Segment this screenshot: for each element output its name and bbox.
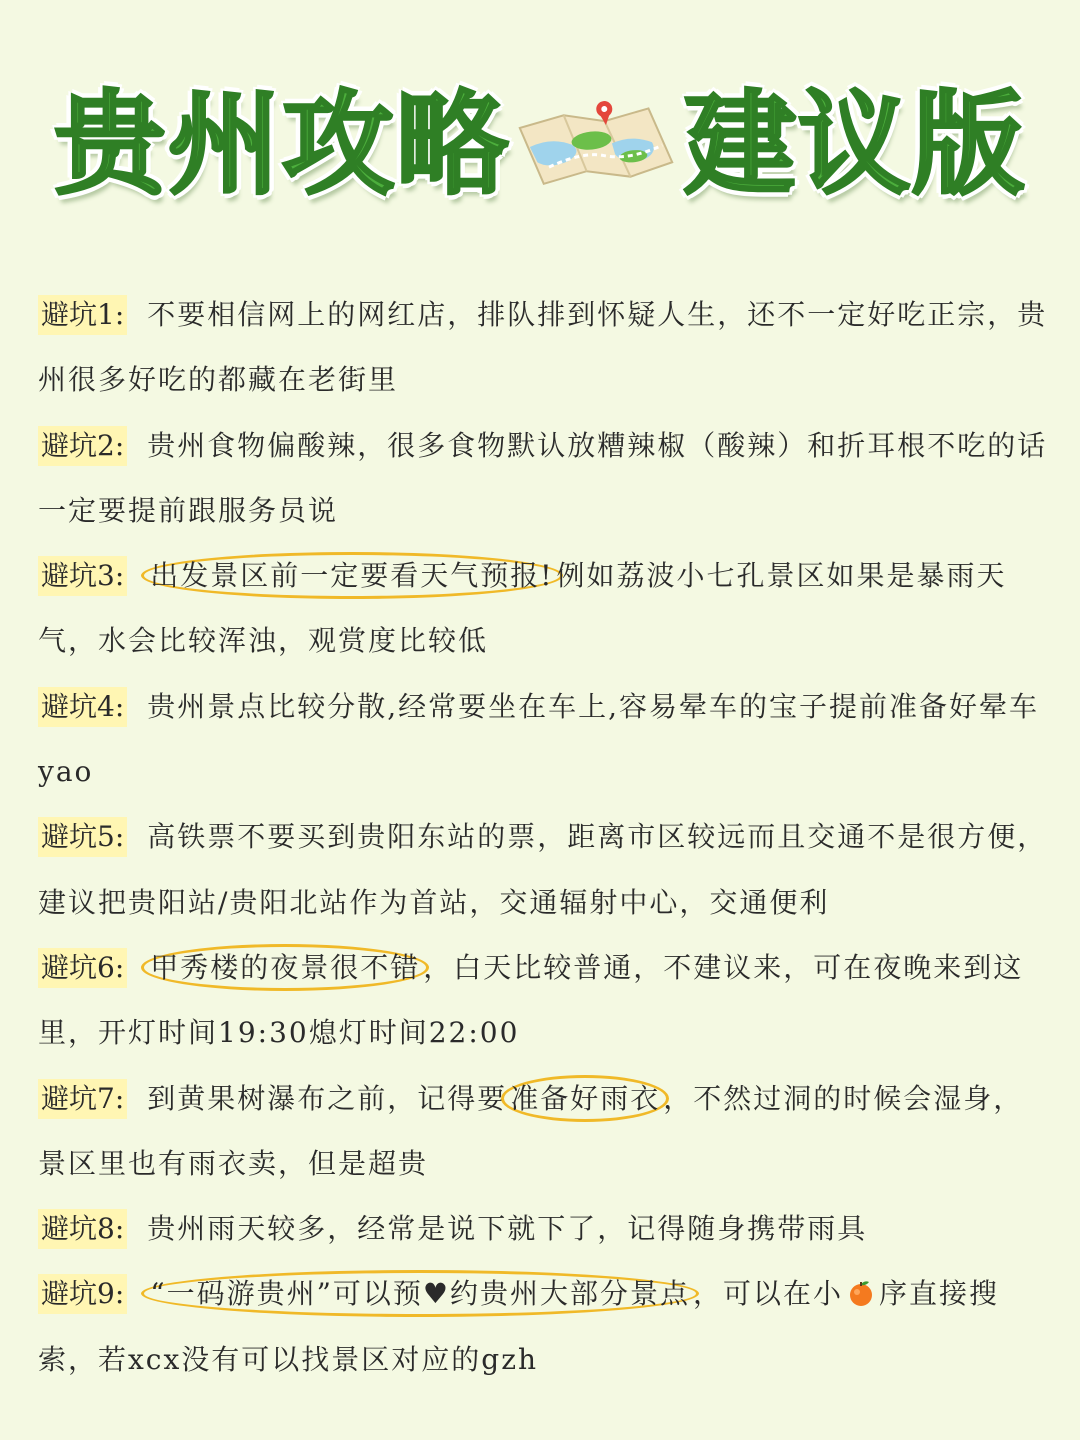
tip-label: 避坑3: xyxy=(38,556,127,596)
tip-text: ，可以在小 xyxy=(692,1277,843,1311)
tip-text: 贵州雨天较多，经常是说下就下了，记得随身携带雨具 xyxy=(147,1212,868,1246)
map-icon xyxy=(512,90,682,200)
header xyxy=(0,60,1080,230)
tip-text: 不要相信网上的网红店，排队排到怀疑人生，还不一定好吃正宗，贵州很多好吃的都藏在老街里 xyxy=(38,298,1048,397)
tip-text: 贵州食物偏酸辣，很多食物默认放糟辣椒（酸辣）和折耳根不吃的话一定要提前跟服务员说 xyxy=(38,428,1048,527)
tip-label: 避坑6: xyxy=(38,948,127,988)
tip-3 xyxy=(38,543,1048,674)
tip-9 xyxy=(38,1261,1048,1392)
tip-label: 避坑1: xyxy=(38,295,127,335)
tip-label: 避坑4: xyxy=(38,687,127,727)
tip-4 xyxy=(38,674,1048,805)
tip-text: ，不然过洞的时候会湿身，景区里也有雨衣卖，但是超贵 xyxy=(38,1081,1024,1180)
tip-text: ，白天比较普通，不建议来，可在夜晚来到这里，开灯时间19:30熄灯时间22:00 xyxy=(38,950,1024,1050)
tip-1 xyxy=(38,282,1048,413)
tip-2 xyxy=(38,413,1048,544)
page-title-left: 贵州攻略 xyxy=(54,80,510,210)
tip-5 xyxy=(38,804,1048,935)
tip-text: 例如荔波小七孔景区如果是暴雨天气，水会比较浑浊，观赏度比较低 xyxy=(38,559,1007,658)
tip-label: 避坑9: xyxy=(38,1274,127,1314)
page-title-right: 建议版 xyxy=(684,80,1026,210)
tip-8 xyxy=(38,1196,1048,1261)
orange-icon xyxy=(847,1279,875,1307)
tip-label: 避坑2: xyxy=(38,426,127,466)
highlighted-text: 出发景区前一定要看天气预报! xyxy=(141,552,562,599)
tip-text: 序直接搜索，若xcx没有可以找景区对应的gzh xyxy=(38,1277,1000,1376)
tip-6 xyxy=(38,935,1048,1066)
tip-label: 避坑7: xyxy=(38,1079,127,1119)
tip-label: 避坑8: xyxy=(38,1209,127,1249)
tips-list xyxy=(38,282,1048,1392)
highlighted-text: 准备好雨衣 xyxy=(501,1075,669,1122)
tip-text: 到黄果树瀑布之前，记得要 xyxy=(147,1081,508,1115)
tip-text: 高铁票不要买到贵阳东站的票，距离市区较远而且交通不是很方便，建议把贵阳站/贵阳北站作为首站，交通辐射中心，交通便利 xyxy=(38,820,1048,919)
highlighted-text: 甲秀楼的夜景很不错 xyxy=(141,944,429,991)
tip-text: 贵州景点比较分散,经常要坐在车上,容易晕车的宝子提前准备好晕车yao xyxy=(38,689,1040,789)
tip-label: 避坑5: xyxy=(38,817,127,857)
tip-7 xyxy=(38,1066,1048,1197)
highlighted-text: “一码游贵州”可以预♥约贵州大部分景点 xyxy=(141,1270,699,1317)
